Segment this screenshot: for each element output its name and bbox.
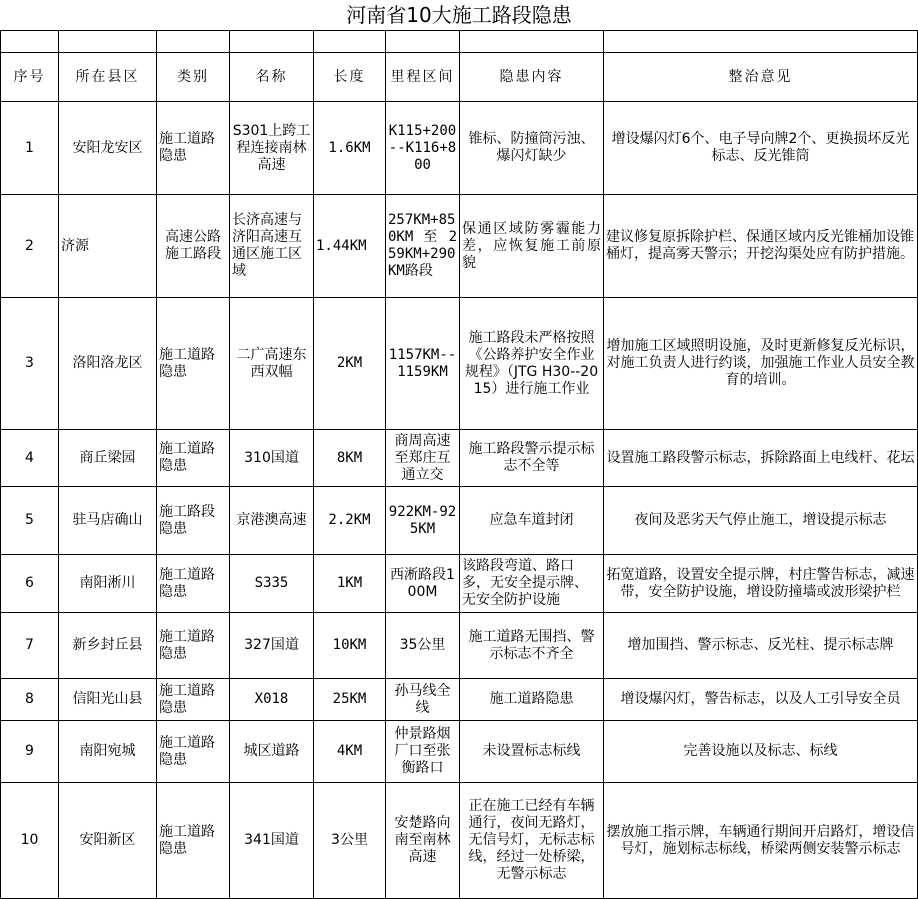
table-row	[1, 721, 918, 783]
table-row	[1, 298, 918, 430]
table-row	[1, 195, 918, 298]
header-hazard: 隐患内容	[460, 53, 604, 102]
cell-length: 25KM	[314, 679, 386, 721]
cell-advice: 建议修复原拆除护栏、保通区域内反光锥桶加设锥桶灯，提高雾天警示；开挖沟渠处应有防护措施。	[604, 195, 918, 298]
cell-mileage: 西淅路段100M	[386, 555, 460, 613]
header-name: 名称	[230, 53, 314, 102]
header-mileage: 里程区间	[386, 53, 460, 102]
cell-seq: 10	[1, 783, 59, 899]
cell-category: 施工道路隐患	[157, 298, 230, 430]
cell-county: 新乡封丘县	[59, 613, 157, 679]
page-title: 河南省10大施工路段隐患	[346, 3, 572, 27]
cell-category: 施工道路隐患	[157, 102, 230, 195]
cell-county: 洛阳洛龙区	[59, 298, 157, 430]
cell-county: 济源	[59, 195, 157, 298]
table-row	[1, 613, 918, 679]
cell-mileage: 仲景路烟厂口至张衡路口	[386, 721, 460, 783]
cell-hazard: 施工路段未严格按照《公路养护安全作业规程》（JTG H30--2015）进行施工作业	[460, 298, 604, 430]
header-seq: 序号	[1, 53, 59, 102]
cell-county: 南阳宛城	[59, 721, 157, 783]
cell-seq: 5	[1, 487, 59, 555]
cell-seq: 1	[1, 102, 59, 195]
cell-name: S301上跨工程连接南林高速	[230, 102, 314, 195]
table-row	[1, 102, 918, 195]
header-row	[1, 53, 918, 102]
cell-category: 高速公路施工路段	[157, 195, 230, 298]
table-row	[1, 679, 918, 721]
header-advice: 整治意见	[604, 53, 918, 102]
cell-category: 施工道路隐患	[157, 679, 230, 721]
cell-name: 341国道	[230, 783, 314, 899]
table-row	[1, 487, 918, 555]
cell-mileage: 1157KM--1159KM	[386, 298, 460, 430]
cell-county: 驻马店确山	[59, 487, 157, 555]
cell-county: 安阳龙安区	[59, 102, 157, 195]
cell-mileage: 商周高速至郑庄互通立交	[386, 430, 460, 487]
cell-length: 1KM	[314, 555, 386, 613]
header-length: 长度	[314, 53, 386, 102]
cell-county: 信阳光山县	[59, 679, 157, 721]
cell-seq: 8	[1, 679, 59, 721]
cell-advice: 增加围挡、警示标志、反光柱、提示标志牌	[604, 613, 918, 679]
cell-seq: 4	[1, 430, 59, 487]
cell-mileage: K115+200--K116+800	[386, 102, 460, 195]
cell-length: 8KM	[314, 430, 386, 487]
cell-mileage: 35公里	[386, 613, 460, 679]
cell-length: 3公里	[314, 783, 386, 899]
cell-advice: 设置施工路段警示标志，拆除路面上电线杆、花坛	[604, 430, 918, 487]
cell-name: 327国道	[230, 613, 314, 679]
table-row	[1, 783, 918, 899]
cell-length: 4KM	[314, 721, 386, 783]
cell-hazard: 正在施工已经有车辆通行，夜间无路灯，无信号灯，无标志标线，经过一处桥梁，无警示标志	[460, 783, 604, 899]
table-row	[1, 555, 918, 613]
spacer-row	[1, 31, 918, 53]
cell-advice: 增设爆闪灯，警告标志，以及人工引导安全员	[604, 679, 918, 721]
cell-mileage: 孙马线全线	[386, 679, 460, 721]
cell-advice: 夜间及恶劣天气停止施工，增设提示标志	[604, 487, 918, 555]
cell-category: 施工道路隐患	[157, 555, 230, 613]
cell-name: 京港澳高速	[230, 487, 314, 555]
cell-category: 施工道路隐患	[157, 613, 230, 679]
cell-advice: 增设爆闪灯6个、电子导向牌2个、更换损坏反光标志、反光锥筒	[604, 102, 918, 195]
table-row	[1, 430, 918, 487]
cell-advice: 完善设施以及标志、标线	[604, 721, 918, 783]
cell-seq: 2	[1, 195, 59, 298]
cell-hazard: 施工道路无围挡、警示标志不齐全	[460, 613, 604, 679]
cell-hazard: 保通区域防雾霾能力差，应恢复施工前原貌	[460, 195, 604, 298]
cell-name: X018	[230, 679, 314, 721]
cell-county: 南阳淅川	[59, 555, 157, 613]
cell-hazard: 未设置标志标线	[460, 721, 604, 783]
cell-mileage: 257KM+850KM 至 259KM+290KM路段	[386, 195, 460, 298]
cell-hazard: 应急车道封闭	[460, 487, 604, 555]
cell-seq: 6	[1, 555, 59, 613]
cell-hazard: 该路段弯道、路口多，无安全提示牌、无安全防护设施	[460, 555, 604, 613]
cell-hazard: 施工路段警示提示标志不全等	[460, 430, 604, 487]
hazard-table	[0, 30, 918, 899]
cell-category: 施工路段隐患	[157, 487, 230, 555]
cell-length: 2.2KM	[314, 487, 386, 555]
cell-advice: 增加施工区域照明设施，及时更新修复反光标识，对施工负责人进行约谈，加强施工作业人员安全教育的培训。	[604, 298, 918, 430]
cell-length: 2KM	[314, 298, 386, 430]
cell-length: 10KM	[314, 613, 386, 679]
cell-county: 安阳新区	[59, 783, 157, 899]
cell-mileage: 922KM-925KM	[386, 487, 460, 555]
cell-category: 施工道路隐患	[157, 783, 230, 899]
cell-seq: 7	[1, 613, 59, 679]
header-county: 所在县区	[59, 53, 157, 102]
cell-name: S335	[230, 555, 314, 613]
cell-category: 施工道路隐患	[157, 430, 230, 487]
cell-category: 施工道路隐患	[157, 721, 230, 783]
cell-hazard: 施工道路隐患	[460, 679, 604, 721]
cell-name: 城区道路	[230, 721, 314, 783]
cell-advice: 摆放施工指示牌，车辆通行期间开启路灯，增设信号灯，施划标志标线，桥梁两侧安装警示标志	[604, 783, 918, 899]
cell-name: 二广高速东西双幅	[230, 298, 314, 430]
cell-name: 长济高速与济阳高速互通区施工区域	[230, 195, 314, 298]
cell-mileage: 安楚路向南至南林高速	[386, 783, 460, 899]
cell-county: 商丘梁园	[59, 430, 157, 487]
cell-length: 1.44KM	[314, 195, 386, 298]
cell-advice: 拓宽道路，设置安全提示牌，村庄警告标志，减速带，安全防护设施，增设防撞墙或波形梁护栏	[604, 555, 918, 613]
header-category: 类别	[157, 53, 230, 102]
cell-name: 310国道	[230, 430, 314, 487]
cell-seq: 9	[1, 721, 59, 783]
cell-seq: 3	[1, 298, 59, 430]
cell-hazard: 锥标、防撞筒污浊、爆闪灯缺少	[460, 102, 604, 195]
cell-length: 1.6KM	[314, 102, 386, 195]
